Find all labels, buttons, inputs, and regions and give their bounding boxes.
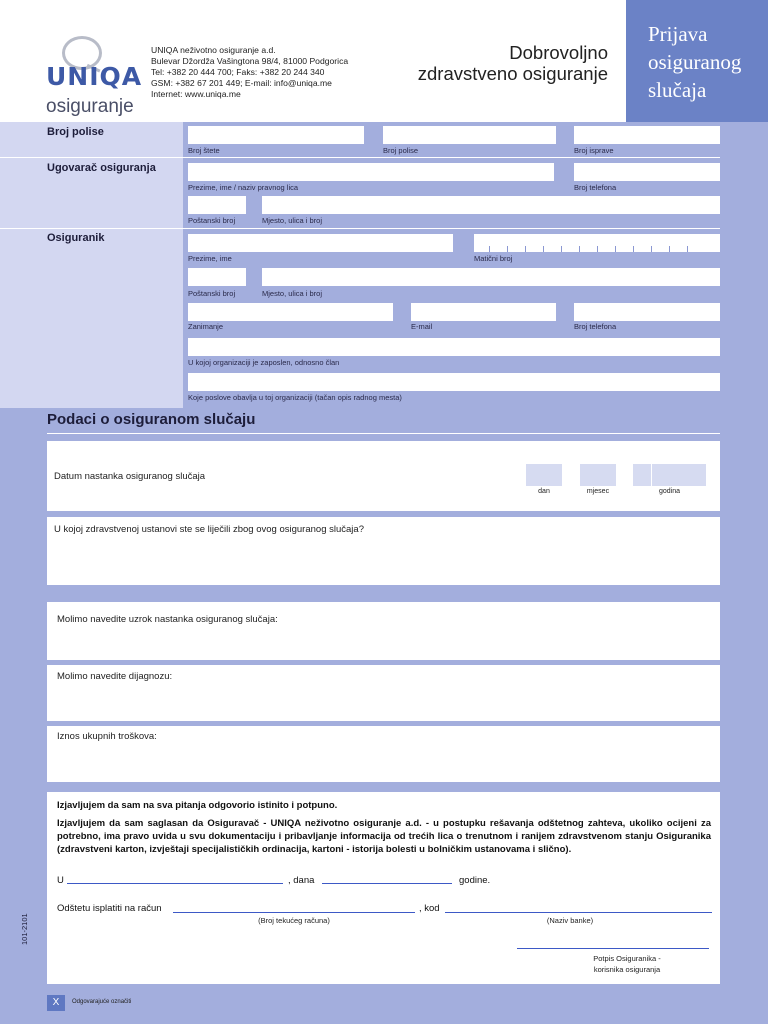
signature-caption-line: Potpis Osiguranika - xyxy=(593,954,661,963)
insured-email-field[interactable] xyxy=(411,303,556,321)
company-address xyxy=(151,45,348,100)
insured-email-caption: E-mail xyxy=(411,322,433,331)
contractor-address-caption: Mjesto, ulica i broj xyxy=(262,216,323,225)
date-field[interactable] xyxy=(322,883,452,884)
insured-name-caption: Prezime, ime xyxy=(188,254,232,263)
contractor-postal-field[interactable] xyxy=(188,196,246,214)
year-digit-field[interactable] xyxy=(670,464,688,486)
insured-section-label: Osiguranik xyxy=(47,232,105,244)
month-caption: mjesec xyxy=(586,488,610,495)
form-title-line: zdravstveno osiguranje xyxy=(417,63,608,84)
insured-organization-field[interactable] xyxy=(188,338,720,356)
digit-tick xyxy=(651,246,652,252)
insured-address-field[interactable] xyxy=(262,268,720,286)
contractor-phone-field[interactable] xyxy=(574,163,720,181)
divider xyxy=(0,228,720,229)
digit-tick xyxy=(669,246,670,252)
form-tab-title xyxy=(648,20,766,104)
contractor-phone-caption: Broj telefona xyxy=(574,183,617,192)
divider xyxy=(0,157,720,158)
logo-subtext: osiguranje xyxy=(46,96,134,117)
form-title xyxy=(370,42,608,84)
insured-organization-caption: U kojoj organizaciji je zaposlen, odnosno član xyxy=(188,358,340,367)
insured-phone-field[interactable] xyxy=(574,303,720,321)
year-digit-field[interactable] xyxy=(688,464,706,486)
company-line: Internet: www.uniqa.me xyxy=(151,89,241,99)
day-digit-field[interactable] xyxy=(544,464,562,486)
insured-postal-field[interactable] xyxy=(188,268,246,286)
insured-postal-caption: Poštanski broj xyxy=(188,289,236,298)
cause-question: Molimo navedite uzrok nastanka osiguranog slučaja: xyxy=(57,614,278,625)
company-line: UNIQA neživotno osiguranje a.d. xyxy=(151,45,276,55)
form-code: 101-2101 xyxy=(20,913,29,945)
digit-tick xyxy=(561,246,562,252)
contractor-section-label: Ugovarač osiguranja xyxy=(47,162,156,174)
policy-number-field[interactable] xyxy=(383,126,556,144)
signature-field[interactable] xyxy=(517,948,709,949)
digit-tick xyxy=(615,246,616,252)
year-caption: godina xyxy=(658,488,681,495)
insured-address-caption: Mjesto, ulica i broj xyxy=(262,289,323,298)
insured-occupation-caption: Zanimanje xyxy=(188,322,224,331)
insured-job-field[interactable] xyxy=(188,373,720,391)
place-prefix: U xyxy=(57,875,64,886)
tab-line: slučaja xyxy=(648,78,707,102)
event-date-label: Datum nastanka osiguranog slučaja xyxy=(54,471,206,482)
cause-field[interactable] xyxy=(47,602,720,660)
form-title-line: Dobrovoljno xyxy=(509,42,608,63)
digit-tick xyxy=(543,246,544,252)
policy-section-label: Broj polise xyxy=(47,126,104,138)
account-number-field[interactable] xyxy=(173,912,415,913)
policy-number-caption: Broj polise xyxy=(383,146,419,155)
contractor-address-field[interactable] xyxy=(262,196,720,214)
year-digit-field[interactable] xyxy=(633,464,651,486)
contractor-name-field[interactable] xyxy=(188,163,554,181)
day-digit-field[interactable] xyxy=(526,464,544,486)
payment-label: Odštetu isplatiti na račun xyxy=(57,903,162,914)
insured-name-field[interactable] xyxy=(188,234,453,252)
digit-tick xyxy=(507,246,508,252)
place-field[interactable] xyxy=(67,883,283,884)
insured-id-caption: Matični broj xyxy=(474,254,513,263)
account-caption: (Broj tekućeg računa) xyxy=(258,916,330,925)
logo-text: UNIQA xyxy=(46,62,143,91)
claim-number-field[interactable] xyxy=(188,126,364,144)
year-digit-field[interactable] xyxy=(652,464,670,486)
digit-tick xyxy=(633,246,634,252)
day-caption: dan xyxy=(538,488,550,495)
contractor-postal-caption: Poštanski broj xyxy=(188,216,236,225)
x-mark-box: X xyxy=(47,995,65,1011)
document-number-caption: Broj isprave xyxy=(574,146,614,155)
insured-occupation-field[interactable] xyxy=(188,303,393,321)
event-section-title: Podaci o osiguranom slučaju xyxy=(47,411,256,428)
divider xyxy=(47,433,720,434)
tab-line: osiguranog xyxy=(648,50,742,74)
contractor-name-caption: Prezime, ime / naziv pravnog lica xyxy=(188,183,299,192)
digit-tick xyxy=(579,246,580,252)
diagnosis-question: Molimo navedite dijagnozu: xyxy=(57,671,173,682)
digit-tick xyxy=(525,246,526,252)
claim-number-caption: Broj štete xyxy=(188,146,220,155)
digit-tick xyxy=(489,246,490,252)
insured-phone-caption: Broj telefona xyxy=(574,322,617,331)
date-prefix: , dana xyxy=(288,875,315,886)
costs-question: Iznos ukupnih troškova: xyxy=(57,731,157,742)
bank-name-field[interactable] xyxy=(445,912,712,913)
x-mark-caption: Odgovarajuće označiti xyxy=(72,999,132,1005)
bank-caption: (Naziv banke) xyxy=(546,916,594,925)
declaration-consent: Izjavljujem da sam saglasan da Osiguravač - UNIQA neživotno osiguranje a.d. - u postupku rešavanja odštetnog zahteva, ukoliko ocijeni za potrebno, ima pravo uvida u svu dokumentaciju i pribavljanje informacija od trećih lica o trenutnom i ranijem zdravstvenom stanju Osiguranika (zdravstveni karton, izvještaji specijalističkih ordinacija, kartoni - istorija bolesti u bolničkim ustanovama i slično). xyxy=(57,818,711,855)
month-digit-field[interactable] xyxy=(580,464,598,486)
document-number-field[interactable] xyxy=(574,126,720,144)
institution-question: U kojoj zdravstvenoj ustanovi ste se liječili zbog ovog osiguranog slučaja? xyxy=(54,524,364,535)
insured-job-caption: Koje poslove obavlja u toj organizaciji (tačan opis radnog mesta) xyxy=(188,393,402,402)
signature-caption xyxy=(517,953,737,975)
year-suffix: godine. xyxy=(459,875,491,886)
company-line: Bulevar Džordža Vašingtona 98/4, 81000 Podgorica xyxy=(151,56,349,66)
bank-prefix: , kod xyxy=(419,903,440,914)
company-line: Tel: +382 20 444 700; Faks: +382 20 244 340 xyxy=(151,67,325,77)
tab-line: Prijava xyxy=(648,22,708,46)
signature-caption-line: korisnika osiguranja xyxy=(593,965,661,974)
month-digit-field[interactable] xyxy=(598,464,616,486)
declaration-truth: Izjavljujem da sam na sva pitanja odgovorio istinito i potpuno. xyxy=(57,800,338,811)
digit-tick xyxy=(597,246,598,252)
digit-tick xyxy=(687,246,688,252)
company-line: GSM: +382 67 201 449; E-mail: info@uniqa.me xyxy=(151,78,332,88)
